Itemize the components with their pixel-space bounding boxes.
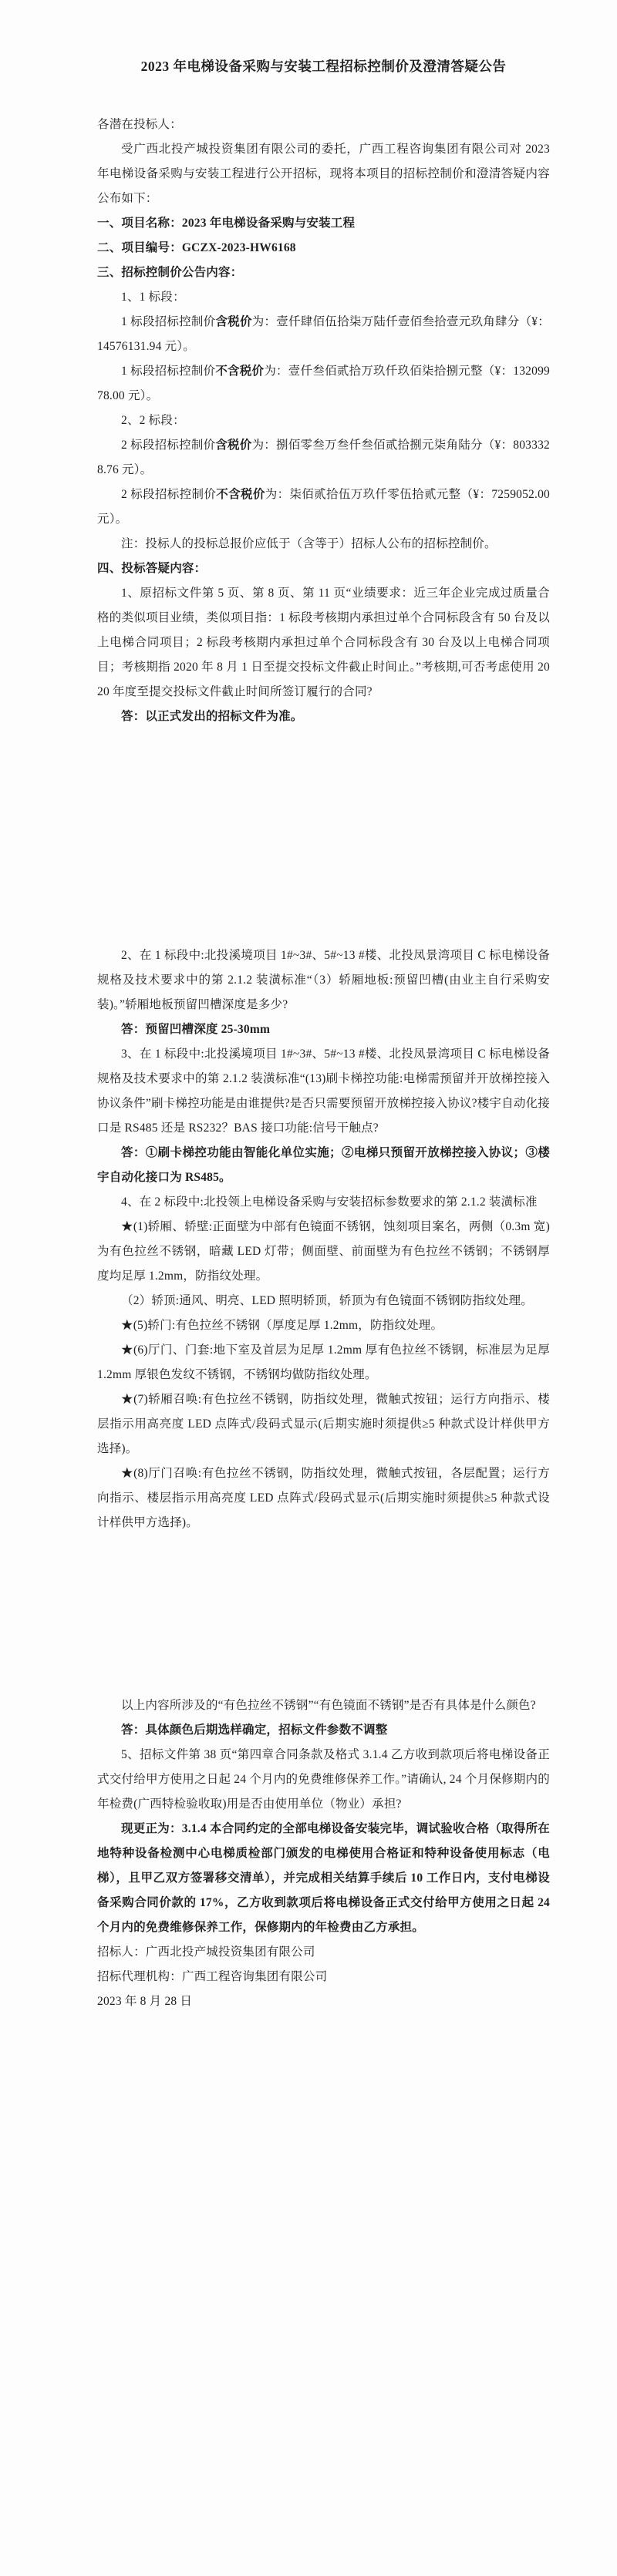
- qa2-answer: [97, 1017, 550, 1042]
- text-run: 3、在 1 标段中:北投溪境项目 1#~3#、5#~13 #楼、北投凤景湾项目 C 标电梯设备规格及技术要求中的第 2.1.2 装潢标准“(13)刷卡梯控功能:电梯需预留并开放梯控接入协议条件”刷卡梯控功能是由谁提供?是否只需要预留开放梯控接入协议?楼宇自动化接口是 RS485 还是 RS232？BAS 接口功能:信号干触点?: [97, 1048, 550, 1135]
- intro-paragraph: [97, 137, 550, 211]
- qa-heading: [97, 557, 550, 581]
- qa4-spec-1: [97, 1215, 550, 1289]
- qa2-question: [97, 943, 550, 1017]
- qa3-answer: [97, 1141, 550, 1190]
- qa4-intro: [97, 1190, 550, 1215]
- text-run: 2、在 1 标段中:北投溪境项目 1#~3#、5#~13 #楼、北投凤景湾项目 C 标电梯设备规格及技术要求中的第 2.1.2 装潢标准“（3）轿厢地板:预留凹槽(由业主自行采购安装)。”轿厢地板预留凹槽深度是多少?: [97, 949, 550, 1011]
- text-run: 答：以正式发出的招标文件为准。: [121, 710, 303, 723]
- text-run: ★(8)厅门召唤:有色拉丝不锈钢，防指纹处理，微触式按钮，各层配置；运行方向指示、楼层指示用高亮度 LED 点阵式/段码式显示(后期实施时须提供≥5 种款式设计样供甲方选择)。: [97, 1467, 550, 1529]
- bid-price-note: [97, 532, 550, 557]
- text-run: 答：预留凹槽深度 25-30mm: [121, 1023, 271, 1036]
- bold-text-run: 不含税价: [216, 488, 265, 501]
- qa5-correction: [97, 1817, 550, 1940]
- text-run: 2、2 标段：: [121, 414, 185, 427]
- lot1-label: [97, 285, 550, 310]
- text-run: ★(7)轿厢召唤:有色拉丝不锈钢，防指纹处理，微触式按钮；运行方向指示、楼层指示用高亮度 LED 点阵式/段码式显示(后期实施时须提供≥5 种款式设计样供甲方选择)。: [97, 1393, 550, 1455]
- text-run: 2023 年 8 月 28 日: [97, 1995, 193, 2008]
- page-title: [97, 55, 550, 77]
- bidder-signature: [97, 1940, 550, 1965]
- text-run: 5、招标文件第 38 页“第四章合同条款及格式 3.1.4 乙方收到款项后将电梯设备正式交付给甲方使用之日起 24 个月内的免费维修保养工作。”请确认, 24 个月保修期内的年检费(广西特检验收取)用是否由使用单位（物业）承担?: [97, 1748, 550, 1811]
- text-run: 各潜在投标人：: [97, 118, 182, 131]
- qa3-question: [97, 1042, 550, 1141]
- text-run: 注：投标人的投标总报价应低于（含等于）招标人公布的招标控制价。: [121, 537, 497, 550]
- text-run: 现更正为：3.1.4 本合同约定的全部电梯设备安装完毕，调试验收合格（取得所在地特种设备检测中心电梯质检部门颁发的电梯使用合格证和特种设备使用标志（电梯），且甲乙双方签署移交清单），并完成相关结算手续后 10 工作日内，支付电梯设备采购合同价款的 17%，乙方收到款项后将电梯设备正式交付给甲方使用之日起 24 个月内的免费维修保养工作，保修期内的年检费由乙方承担。: [97, 1822, 550, 1934]
- qa4-spec-8: [97, 1461, 550, 1535]
- text-run: 以上内容所涉及的“有色拉丝不锈钢”“有色镜面不锈钢”是否有具体是什么颜色?: [121, 1699, 536, 1712]
- text-run: 2023 年电梯设备采购与安装工程招标控制价及澄清答疑公告: [140, 59, 507, 74]
- document-section-1: [97, 55, 550, 729]
- qa4-spec-5: [97, 1313, 550, 1338]
- qa4-spec-6: [97, 1338, 550, 1387]
- lot2-label: [97, 409, 550, 433]
- lot2-price-excl-tax: [97, 483, 550, 532]
- text-run: 2 标段招标控制价: [121, 439, 216, 452]
- text-run: 4、在 2 标段中:北投领上电梯设备采购与安装招标参数要求的第 2.1.2 装潢标准: [121, 1196, 538, 1209]
- salutation: [97, 113, 550, 137]
- agency-signature: [97, 1965, 550, 1989]
- bold-text-run: 含税价: [215, 439, 252, 452]
- text-run: ★(6)厅门、门套:地下室及首层为足厚 1.2mm 厚有色拉丝不锈钢，标准层为足厚 1.2mm 厚银色发纹不锈钢，不锈钢均做防指纹处理。: [97, 1343, 550, 1381]
- project-name-heading: [97, 211, 550, 236]
- qa1-question: [97, 581, 550, 705]
- lot1-price-incl-tax: [97, 310, 550, 359]
- bold-text-run: 含税价: [215, 315, 252, 328]
- text-run: 为：壹仟肆佰伍拾柒万陆仟壹佰叁拾壹元玖角肆分（¥：14576131.94 元）。: [97, 315, 550, 353]
- project-number-heading: [97, 236, 550, 261]
- text-run: 招标代理机构：广西工程咨询集团有限公司: [97, 1970, 328, 1983]
- lot2-price-incl-tax: [97, 433, 550, 483]
- document-section-3: [97, 1693, 550, 2014]
- text-run: 1 标段招标控制价: [121, 315, 216, 328]
- qa1-answer: [97, 705, 550, 729]
- text-run: 为：捌佰零叁万叁仟叁佰贰拾捌元柒角陆分（¥：8033328.76 元）。: [97, 439, 550, 476]
- control-price-heading: [97, 261, 550, 285]
- text-run: 二、项目编号：GCZX-2023-HW6168: [97, 241, 296, 254]
- text-run: 1 标段招标控制价: [121, 365, 216, 378]
- qa4-spec-7: [97, 1387, 550, 1461]
- text-run: 一、项目名称：2023 年电梯设备采购与安装工程: [97, 217, 356, 230]
- text-run: 答：①刷卡梯控功能由智能化单位实施；②电梯只预留开放梯控接入协议；③楼宇自动化接口为 RS485。: [97, 1146, 550, 1184]
- text-run: （2）轿顶:通风、明亮、LED 照明轿顶，轿顶为有色镜面不锈钢防指纹处理。: [121, 1294, 533, 1307]
- qa4-color-question: [97, 1693, 550, 1718]
- document-section-2: [97, 943, 550, 1535]
- text-run: 三、招标控制价公告内容：: [97, 266, 243, 279]
- qa4-color-answer: [97, 1718, 550, 1743]
- text-run: 招标人：广西北投产城投资集团有限公司: [97, 1945, 315, 1959]
- announcement-date: [97, 1989, 550, 2014]
- text-run: ★(5)轿门:有色拉丝不锈钢（厚度足厚 1.2mm，防指纹处理。: [121, 1319, 443, 1332]
- text-run: 四、投标答疑内容：: [97, 562, 207, 575]
- text-run: 答：具体颜色后期选样确定，招标文件参数不调整: [121, 1723, 388, 1737]
- lot1-price-excl-tax: [97, 359, 550, 409]
- bold-text-run: 不含税价: [215, 365, 265, 378]
- text-run: 2 标段招标控制价: [121, 488, 217, 501]
- text-run: 为：壹仟叁佰贰拾万玖仟玖佰柒拾捌元整（¥：13209978.00 元）。: [97, 365, 550, 402]
- text-run: 为：柒佰贰拾伍万玖仟零伍拾贰元整（¥：7259052.00 元）。: [97, 488, 550, 526]
- text-run: ★(1)轿厢、轿壁:正面壁为中部有色镜面不锈钢，蚀刻项目案名，两侧（0.3m 宽)为有色拉丝不锈钢，暗藏 LED 灯带；侧面壁、前面壁为有色拉丝不锈钢；不锈钢厚度均足厚 1.2mm，防指纹处理。: [97, 1220, 550, 1283]
- qa4-spec-2: [97, 1289, 550, 1313]
- text-run: 1、1 标段：: [121, 291, 185, 304]
- qa5-question: [97, 1743, 550, 1817]
- text-run: 受广西北投产城投资集团有限公司的委托，广西工程咨询集团有限公司对 2023 年电梯设备采购与安装工程进行公开招标，现将本项目的招标控制价和澄清答疑内容公布如下：: [97, 143, 550, 205]
- text-run: 1、原招标文件第 5 页、第 8 页、第 11 页“业绩要求：近三年企业完成过质量合格的类似项目业绩，类似项目指：1 标段考核期内承担过单个合同标段含有 50 台及以上电梯合同项目；2 标段考核期内承担过单个合同标段含有 30 台及以上电梯合同项目；考核期指 2020 年 8 月 1 日至提交投标文件截止时间止。”考核期,可否考虑使用 2020 年度至提交投标文件截止时间所签订履行的合同?: [97, 587, 550, 698]
